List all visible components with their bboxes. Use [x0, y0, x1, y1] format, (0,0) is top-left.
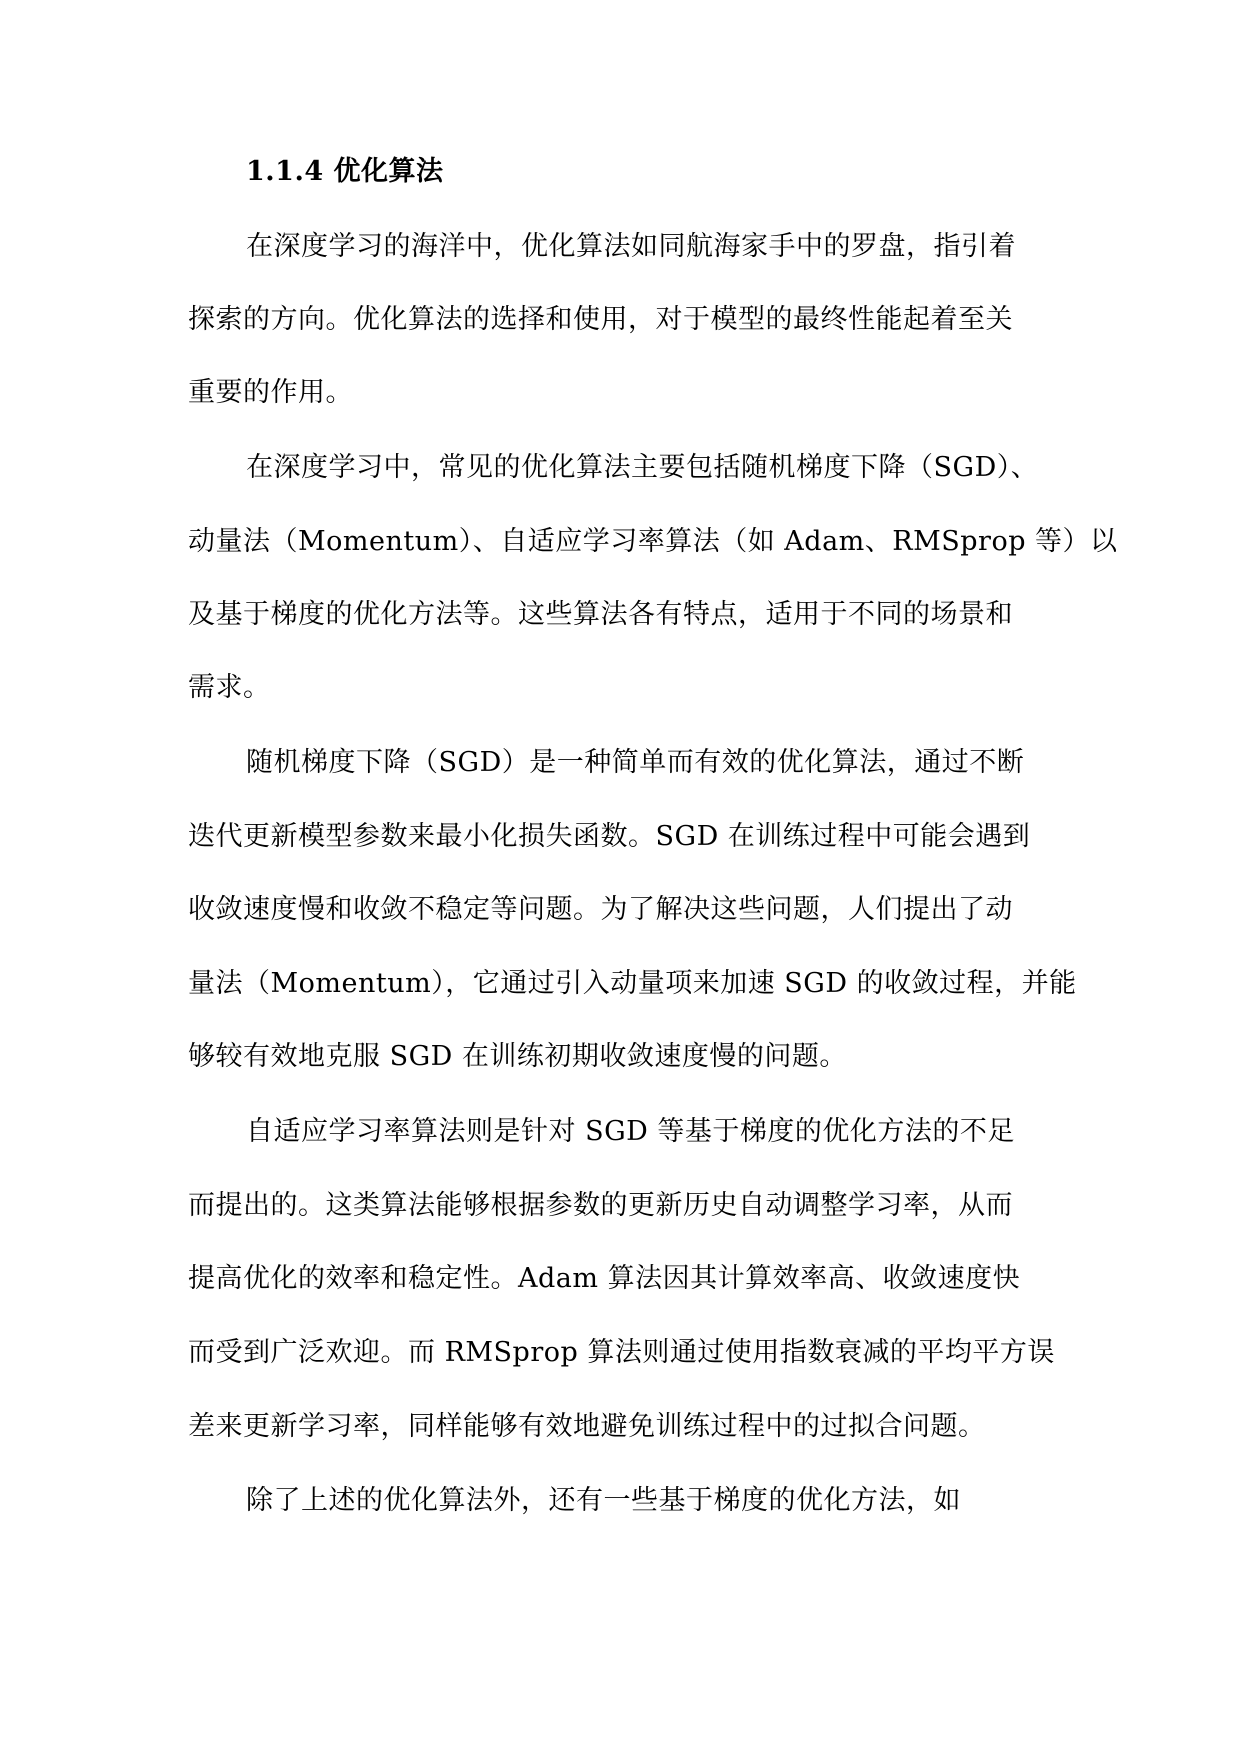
text-line: 随机梯度下降（SGD）是一种简单而有效的优化算法，通过不断: [246, 747, 1025, 778]
text-line: 在深度学习中，常见的优化算法主要包括随机梯度下降（SGD）、: [246, 452, 1039, 483]
text-line: 而提出的。这类算法能够根据参数的更新历史自动调整学习率，从而: [188, 1190, 1013, 1221]
text-line: 在深度学习的海洋中，优化算法如同航海家手中的罗盘，指引着: [246, 231, 1016, 262]
text-line: 及基于梯度的优化方法等。这些算法各有特点，适用于不同的场景和: [188, 599, 1013, 630]
text-line: 收敛速度慢和收敛不稳定等问题。为了解决这些问题，人们提出了动: [188, 894, 1013, 925]
text-line: 提高优化的效率和稳定性。Adam 算法因其计算效率高、收敛速度快: [188, 1263, 1021, 1294]
text-line: 差来更新学习率，同样能够有效地避免训练过程中的过拟合问题。: [188, 1411, 986, 1442]
text-line: 迭代更新模型参数来最小化损失函数。SGD 在训练过程中可能会遇到: [188, 821, 1031, 852]
text-line: 量法（Momentum），它通过引入动量项来加速 SGD 的收敛过程，并能: [188, 968, 1077, 999]
text-line: 探索的方向。优化算法的选择和使用，对于模型的最终性能起着至关: [188, 304, 1013, 335]
section-heading: 1.1.4 优化算法: [246, 156, 444, 187]
text-line: 自适应学习率算法则是针对 SGD 等基于梯度的优化方法的不足: [246, 1116, 1015, 1147]
text-line: 除了上述的优化算法外，还有一些基于梯度的优化方法，如: [246, 1485, 961, 1516]
text-line: 动量法（Momentum）、自适应学习率算法（如 Adam、RMSprop 等）以: [188, 526, 1118, 557]
text-line: 够较有效地克服 SGD 在训练初期收敛速度慢的问题。: [188, 1041, 847, 1072]
text-line: 重要的作用。: [188, 377, 353, 408]
text-line: 而受到广泛欢迎。而 RMSprop 算法则通过使用指数衰减的平均平方误: [188, 1337, 1055, 1368]
text-line: 需求。: [188, 672, 271, 703]
